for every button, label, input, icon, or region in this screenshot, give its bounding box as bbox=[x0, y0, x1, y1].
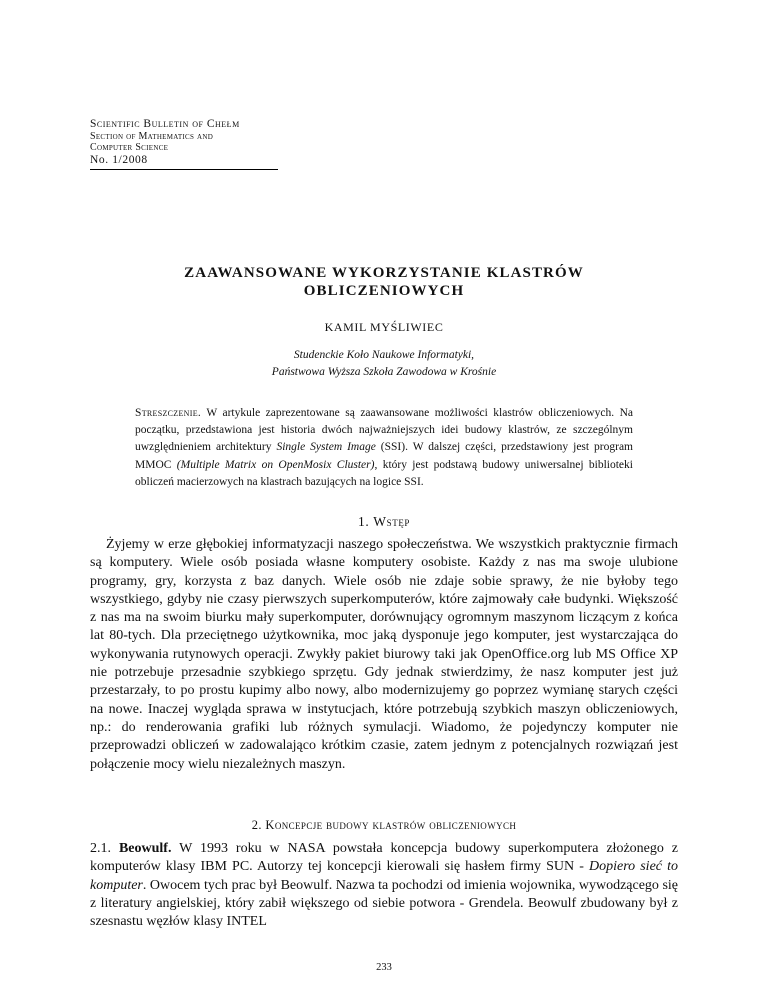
abstract bbox=[135, 405, 633, 491]
journal-title: Scientific Bulletin of Chełm bbox=[90, 118, 240, 130]
paper-title-line1: ZAAWANSOWANE WYKORZYSTANIE KLASTRÓW bbox=[184, 265, 584, 281]
paper-title bbox=[100, 264, 668, 300]
abstract-text-3: , który jest podstawą budowy uniwersalnej biblioteki obliczeń macierzowych na klastrach bazujących na logice SSI. bbox=[135, 458, 633, 488]
abstract-text-1: W artykule zaprezentowane są zaawansowane możliwości klastrów obliczeniowych. Na początku, przedstawiona jest historia dwóch najważniejszych idei budowy klastrów, ze szczególnym uwzględnieniem architektury bbox=[135, 407, 633, 454]
journal-section-line2: Computer Science bbox=[90, 142, 169, 153]
page-number: 233 bbox=[376, 962, 392, 973]
section-1-heading bbox=[90, 514, 678, 530]
affiliation-line1: Studenckie Koło Naukowe Informatyki, bbox=[293, 349, 475, 361]
section-2-heading bbox=[90, 818, 678, 833]
author-name: KAMIL MYŚLIWIEC bbox=[324, 320, 444, 334]
abstract-term-ssi: Single System Image bbox=[276, 441, 376, 454]
section-2-title: Koncepcje budowy klastrów obliczeniowych bbox=[265, 818, 517, 832]
subsection-number: 2.1. bbox=[90, 841, 111, 856]
affiliation bbox=[100, 347, 668, 381]
abstract-text-2: (SSI). W dalszej części, przedstawiony jest program MMOC bbox=[135, 441, 634, 471]
header-rule bbox=[90, 169, 278, 170]
affiliation-line2: Państwowa Wyższa Szkoła Zawodowa w Krośnie bbox=[271, 366, 497, 378]
abstract-term-mmoc: (Multiple Matrix on OpenMosix Cluster) bbox=[176, 458, 375, 471]
abstract-label: Streszczenie. bbox=[135, 407, 202, 419]
subsection-motto: Dopiero sieć to komputer bbox=[90, 859, 678, 893]
section-1-number: 1. bbox=[357, 514, 370, 529]
section-1-paragraph: Żyjemy w erze głębokiej informatyzacji naszego społeczeństwa. We wszystkich praktycznie firmach są komputery. Wiele osób posiada własne komputery osobiste. Każdy z nas ma swoje ulubione programy, gry, korzysta z baz danych. Wiele osób nie zdaje sobie sprawy, że nie byłoby tego wszystkiego, gdyby nie czasy pierwszych superkomputerów, które zajmowały całe budynki. Większość z nas ma na swoim biurku mały superkomputer, dorównujący ogromnym maszynom liczącym z końca lat 80-tych. Dla przeciętnego użytkownika, moc jaką dysponuje jego komputer, jest wystarczająca do wykonywania rutynowych operacji. Zwykły pakiet biurowy taki jak OpenOffice.org lub MS Office XP nie potrzebuje przesadnie szybkiego sprzętu. Gdy jednak stwierdzimy, że nasz komputer jest już przestarzały, to po prostu kupimy albo nowy, albo modernizujemy go poprzez wymianę starych części na nowe. Inaczej wygląda sprawa w instytucjach, które potrzebują szybkich maszyn obliczeniowych, np.: do renderowania grafiki lub różnych symulacji. Wiadomo, że pojedynczy komputer nie przeprowadzi obliczeń w zadowalająco krótkim czasie, zatem jednym z potencjalnych rozwiązań jest połączenie mocy wielu niezależnych maszyn. bbox=[90, 537, 678, 772]
section-2-number: 2. bbox=[251, 818, 262, 832]
subsection-title: Beowulf. bbox=[118, 841, 172, 856]
subsection-2-1-paragraph bbox=[90, 840, 678, 931]
journal-header bbox=[90, 118, 280, 170]
paper-title-line2: OBLICZENIOWYCH bbox=[303, 283, 465, 299]
subsection-text-2: . Owocem tych prac był Beowulf. Nazwa ta pochodzi od imienia wojownika, wywodzącego się z literatury angielskiej, który zabił większego od siebie potwora - Grendela. Beowulf zbudowany był z szesnastu węzłów klasy INTEL bbox=[90, 877, 678, 930]
subsection-text-1: W 1993 roku w NASA powstała koncepcja budowy superkomputera złożonego z komputerów klasy IBM PC. Autorzy tej koncepcji kierowali się hasłem firmy SUN - bbox=[90, 841, 679, 875]
section-1-title: Wstęp bbox=[373, 514, 411, 529]
journal-section-line1: Section of Mathematics and bbox=[90, 131, 214, 142]
journal-issue: No. 1/2008 bbox=[90, 154, 148, 166]
